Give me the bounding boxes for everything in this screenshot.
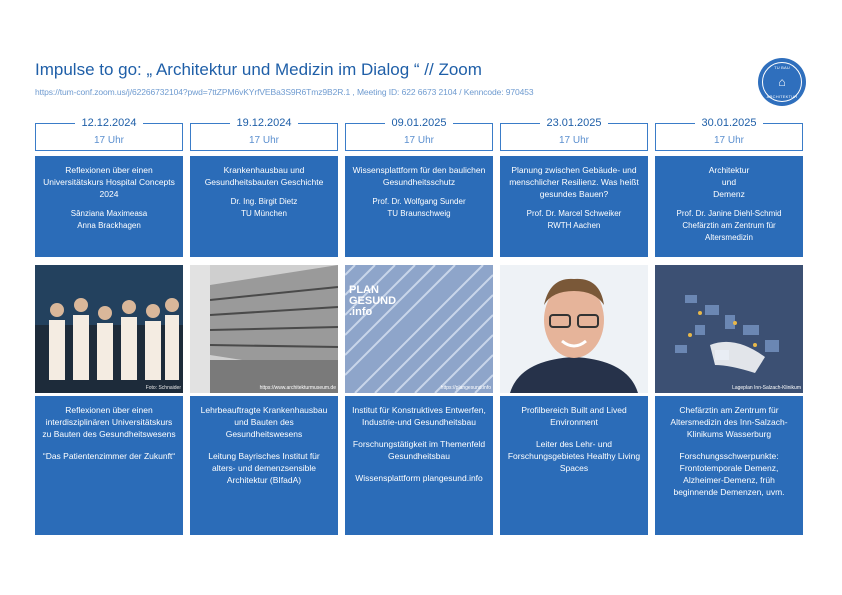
- detail-line: Chefärztin am Zentrum für Altersmedizin des Inn-Salzach-Klinikums Wasserburg: [670, 405, 788, 439]
- detail-line: Reflexionen über einen interdisziplinären Universitätskurs zu Bauten des Gesundheitswesens: [42, 405, 176, 439]
- event-column: [345, 117, 493, 483]
- detail-line: Wissensplattform plangesund.info: [355, 473, 483, 483]
- details-box: [655, 396, 803, 535]
- event-column: [500, 117, 648, 473]
- details-box: [345, 396, 493, 535]
- detail-line: Institut für Konstruktives Entwerfen, Industrie-und Gesundheitsbau: [352, 405, 486, 427]
- portrait-photo-image: [500, 265, 648, 393]
- photo-credit: Lageplan Inn-Salzach-Klinikum: [732, 385, 801, 391]
- event-speakers: Prof. Dr. Marcel Schweiker RWTH Aachen: [526, 209, 622, 230]
- event-column: [190, 117, 338, 485]
- event-date: 09.01.2025: [391, 117, 447, 129]
- date-box: [500, 117, 648, 151]
- detail-line: Forschungstätigkeit im Themenfeld Gesundheitsbau: [352, 439, 486, 461]
- seal-top-text: TU BAU: [774, 65, 790, 70]
- event-column: [35, 117, 183, 461]
- seal-emblem-icon: ⌂: [778, 75, 786, 89]
- topic-box: [345, 156, 493, 257]
- topic-box: [190, 156, 338, 257]
- date-box: [35, 117, 183, 151]
- details-box: [190, 396, 338, 535]
- detail-line: Forschungsschwerpunkte: Frontotemporale Demenz, Alzheimer-Demenz, früh beginnende Demenzen, uvm.: [673, 451, 785, 497]
- details-box: [500, 396, 648, 535]
- photo-credit: https://plangesund.info: [440, 385, 491, 391]
- details-box: [35, 396, 183, 535]
- event-speakers: Dr. Ing. Birgit Dietz TU München: [230, 197, 298, 218]
- event-speakers: Prof. Dr. Wolfgang Sunder TU Braunschweig: [372, 197, 466, 218]
- historic-hospital-photo-image: [190, 265, 338, 393]
- seal-bottom-text: ARCHITEKTUR: [766, 94, 798, 99]
- detail-line: Leitung Bayrisches Institut für alters- und demenzsensible Architektur (BIfadA): [208, 451, 320, 485]
- zoom-link[interactable]: https://tum-conf.zoom.us/j/62266732104?pwd=7ttZPM6vKYrfVEBa3S9R6Tmz9B2R.1 , Meeting ID: 622 6673 2104 / Kenncode: 970453: [35, 87, 534, 97]
- detail-line: Leiter des Lehr- und Forschungsgebietes Healthy Living Spaces: [507, 439, 641, 473]
- event-photo: [655, 265, 803, 393]
- event-photo: [190, 265, 338, 393]
- event-time: 17 Uhr: [93, 135, 124, 146]
- photo-credit: https://www.architekturmuseum.de: [259, 385, 336, 391]
- event-topic: Wissensplattform für den baulichen Gesundheitsschutz: [352, 165, 486, 187]
- event-topic: Krankenhausbau und Gesundheitsbauten Geschichte: [204, 165, 324, 187]
- topic-box: [655, 156, 803, 257]
- event-time: 17 Uhr: [713, 135, 744, 146]
- event-time: 17 Uhr: [248, 135, 279, 146]
- event-speakers: Prof. Dr. Janine Diehl-Schmid Chefärztin am Zentrum für Altersmedizin: [676, 209, 782, 242]
- date-box: [345, 117, 493, 151]
- event-photo: [345, 265, 493, 393]
- site-plan-image: [655, 265, 803, 393]
- event-time: 17 Uhr: [403, 135, 434, 146]
- event-date: 12.12.2024: [81, 117, 137, 129]
- event-time: 17 Uhr: [558, 135, 589, 146]
- plangesund-logo: PLAN GESUND .info: [349, 284, 397, 318]
- photo-credit: Foto: Schnaider: [145, 385, 181, 391]
- event-topic: Planung zwischen Gebäude- und menschlicher Resilienz. Was heißt gesundes Bauen?: [509, 165, 639, 199]
- page-title: Impulse to go: „ Architektur und Medizin im Dialog “ // Zoom: [35, 60, 482, 79]
- event-date: 19.12.2024: [236, 117, 292, 129]
- event-date: 23.01.2025: [546, 117, 602, 129]
- topic-box: [500, 156, 648, 257]
- date-box: [655, 117, 803, 151]
- detail-line: Profilbereich Built and Lived Environment: [521, 405, 627, 427]
- event-speakers: Sânziana Maximeasa Anna Brackhagen: [70, 209, 148, 230]
- date-box: [190, 117, 338, 151]
- group-photo-image: [35, 265, 183, 393]
- university-seal-logo: [758, 58, 806, 106]
- event-column: [655, 117, 803, 497]
- detail-line: Lehrbeauftragte Krankenhausbau und Bauten des Gesundheitswesens: [200, 405, 328, 439]
- event-photo: [500, 265, 648, 393]
- event-photo: [35, 265, 183, 393]
- event-topic: Reflexionen über einen Universitätskurs Hospital Concepts 2024: [43, 165, 175, 199]
- event-date: 30.01.2025: [701, 117, 757, 129]
- event-topic: Architektur und Demenz: [708, 165, 750, 199]
- topic-box: [35, 156, 183, 257]
- detail-line: “Das Patientenzimmer der Zukunft“: [42, 451, 176, 461]
